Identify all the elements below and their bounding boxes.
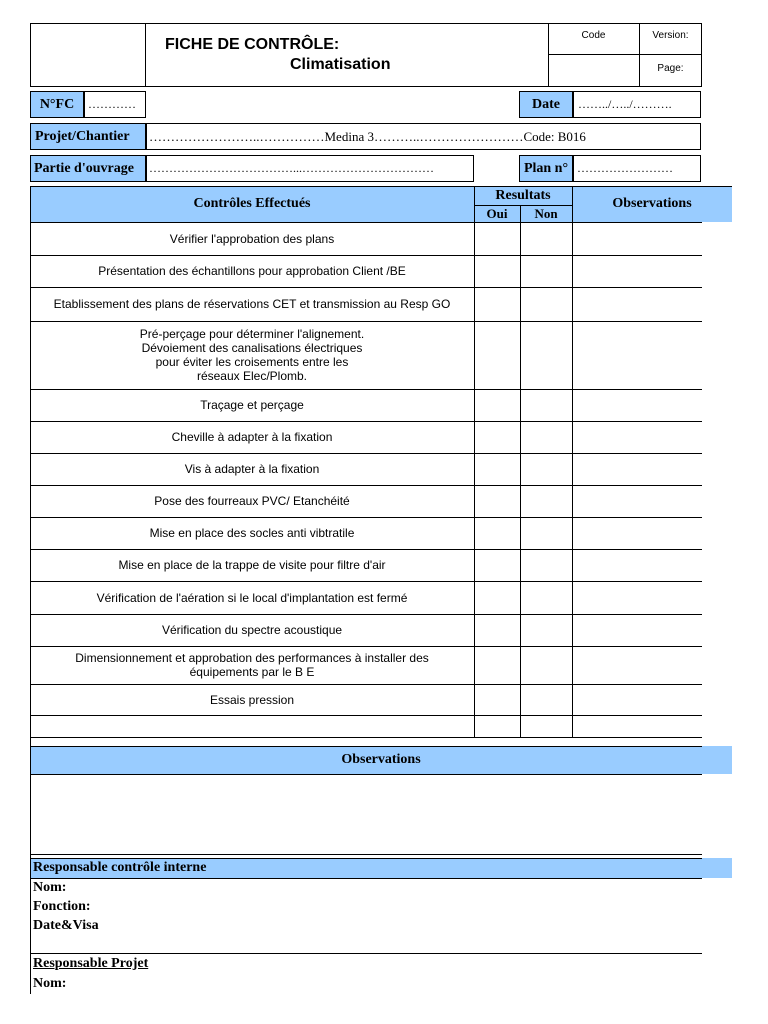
- version-label: Version:: [652, 30, 689, 41]
- table-cell-oui[interactable]: [475, 256, 520, 287]
- partie-label: Partie d'ouvrage: [30, 155, 146, 182]
- table-cell-obs[interactable]: [573, 615, 702, 646]
- date-field[interactable]: ……../…../……….: [573, 91, 701, 118]
- date-label: Date: [519, 91, 573, 118]
- col-results-header: Resultats: [495, 187, 551, 203]
- projet-field[interactable]: ……………………..……………Medina 3………..……………………Code: B016: [146, 123, 701, 150]
- form-subtitle: Climatisation: [290, 56, 391, 73]
- table-cell-non[interactable]: [521, 322, 572, 389]
- table-row-control: Etablissement des plans de réservations CET et transmission au Resp GO: [53, 297, 451, 311]
- table-cell-obs[interactable]: [573, 550, 702, 581]
- table-cell-non[interactable]: [521, 256, 572, 287]
- table-row-control: Mise en place de la trappe de visite pour filtre d'air: [118, 558, 386, 572]
- table-row-control: Dimensionnement et approbation des performances à installer des équipements par le B E: [75, 651, 429, 679]
- table-cell-oui[interactable]: [475, 390, 520, 421]
- table-cell-non[interactable]: [521, 615, 572, 646]
- table-row-control: Vis à adapter à la fixation: [184, 462, 320, 476]
- resp-interne-date-visa: Date&Visa: [33, 918, 99, 933]
- table-cell-oui[interactable]: [475, 685, 520, 715]
- table-cell-non[interactable]: [521, 390, 572, 421]
- table-cell-non[interactable]: [521, 422, 572, 453]
- resp-projet-nom: Nom:: [33, 976, 67, 991]
- table-cell-non[interactable]: [521, 647, 572, 684]
- table-cell-oui[interactable]: [475, 486, 520, 517]
- resp-interne-title: Responsable contrôle interne: [33, 860, 207, 875]
- nfc-field[interactable]: …………: [84, 91, 146, 118]
- col-oui-header: Oui: [486, 205, 508, 221]
- observations-title: Observations: [341, 752, 421, 767]
- table-row-control: [30, 715, 474, 737]
- form-title: FICHE DE CONTRÔLE:: [165, 36, 340, 53]
- table-cell-non[interactable]: [521, 582, 572, 614]
- table-cell-non[interactable]: [521, 518, 572, 549]
- code-label: Code: [581, 30, 606, 41]
- projet-label: Projet/Chantier: [30, 123, 146, 150]
- table-cell-non[interactable]: [521, 486, 572, 517]
- table-cell-oui[interactable]: [475, 615, 520, 646]
- table-row-control: Pré-perçage pour déterminer l'alignement. Dévoiement des canalisations électriques pour éviter les croisements entre les réseaux Elec/Plomb.: [139, 327, 365, 383]
- table-cell-oui[interactable]: [475, 716, 520, 737]
- resp-interne-fonction: Fonction:: [33, 899, 91, 914]
- table-cell-obs[interactable]: [573, 454, 702, 485]
- table-row-control: Vérification de l'aération si le local d'implantation est fermé: [96, 590, 408, 605]
- table-cell-obs[interactable]: [573, 685, 702, 715]
- table-cell-non[interactable]: [521, 550, 572, 581]
- table-row-control: Présentation des échantillons pour approbation Client /BE: [98, 264, 406, 278]
- table-cell-oui[interactable]: [475, 422, 520, 453]
- table-cell-oui[interactable]: [475, 550, 520, 581]
- table-cell-non[interactable]: [521, 288, 572, 321]
- plan-field[interactable]: ……………………: [573, 155, 701, 182]
- table-cell-oui[interactable]: [475, 647, 520, 684]
- table-cell-non[interactable]: [521, 223, 572, 255]
- table-cell-non[interactable]: [521, 716, 572, 737]
- table-cell-obs[interactable]: [573, 390, 702, 421]
- table-cell-obs[interactable]: [573, 647, 702, 684]
- plan-label: Plan n°: [519, 155, 573, 182]
- col-non-header: Non: [534, 205, 558, 221]
- nfc-label: N°FC: [30, 91, 84, 118]
- table-cell-non[interactable]: [521, 685, 572, 715]
- table-row-control: Pose des fourreaux PVC/ Etanchéité: [154, 494, 350, 508]
- table-cell-obs[interactable]: [573, 288, 702, 321]
- table-cell-oui[interactable]: [475, 454, 520, 485]
- table-cell-obs[interactable]: [573, 223, 702, 255]
- col-obs-header: Observations: [612, 196, 692, 211]
- table-cell-obs[interactable]: [573, 322, 702, 389]
- table-cell-oui[interactable]: [475, 223, 520, 255]
- observations-area[interactable]: [31, 775, 701, 854]
- table-row-control: Vérification du spectre acoustique: [161, 623, 343, 637]
- table-row-control: Mise en place des socles anti vibtratile: [149, 526, 355, 540]
- page-label: Page:: [657, 63, 684, 74]
- table-cell-obs[interactable]: [573, 518, 702, 549]
- table-cell-obs[interactable]: [573, 582, 702, 614]
- table-cell-non[interactable]: [521, 454, 572, 485]
- table-cell-obs[interactable]: [573, 486, 702, 517]
- table-cell-oui[interactable]: [475, 582, 520, 614]
- resp-projet-title: Responsable Projet: [33, 956, 149, 971]
- table-row-control: Essais pression: [209, 692, 295, 707]
- resp-interne-nom: Nom:: [33, 880, 67, 895]
- table-cell-oui[interactable]: [475, 518, 520, 549]
- table-cell-oui[interactable]: [475, 322, 520, 389]
- table-cell-obs[interactable]: [573, 716, 702, 737]
- col-controls-header: Contrôles Effectués: [193, 196, 311, 211]
- table-cell-obs[interactable]: [573, 422, 702, 453]
- partie-field[interactable]: ………………………………...……………………………: [146, 155, 474, 182]
- table-row-control: Traçage et perçage: [200, 398, 304, 412]
- table-cell-oui[interactable]: [475, 288, 520, 321]
- table-cell-obs[interactable]: [573, 256, 702, 287]
- table-row-control: Cheville à adapter à la fixation: [171, 430, 333, 444]
- table-row-control: Vérifier l'approbation des plans: [169, 231, 335, 246]
